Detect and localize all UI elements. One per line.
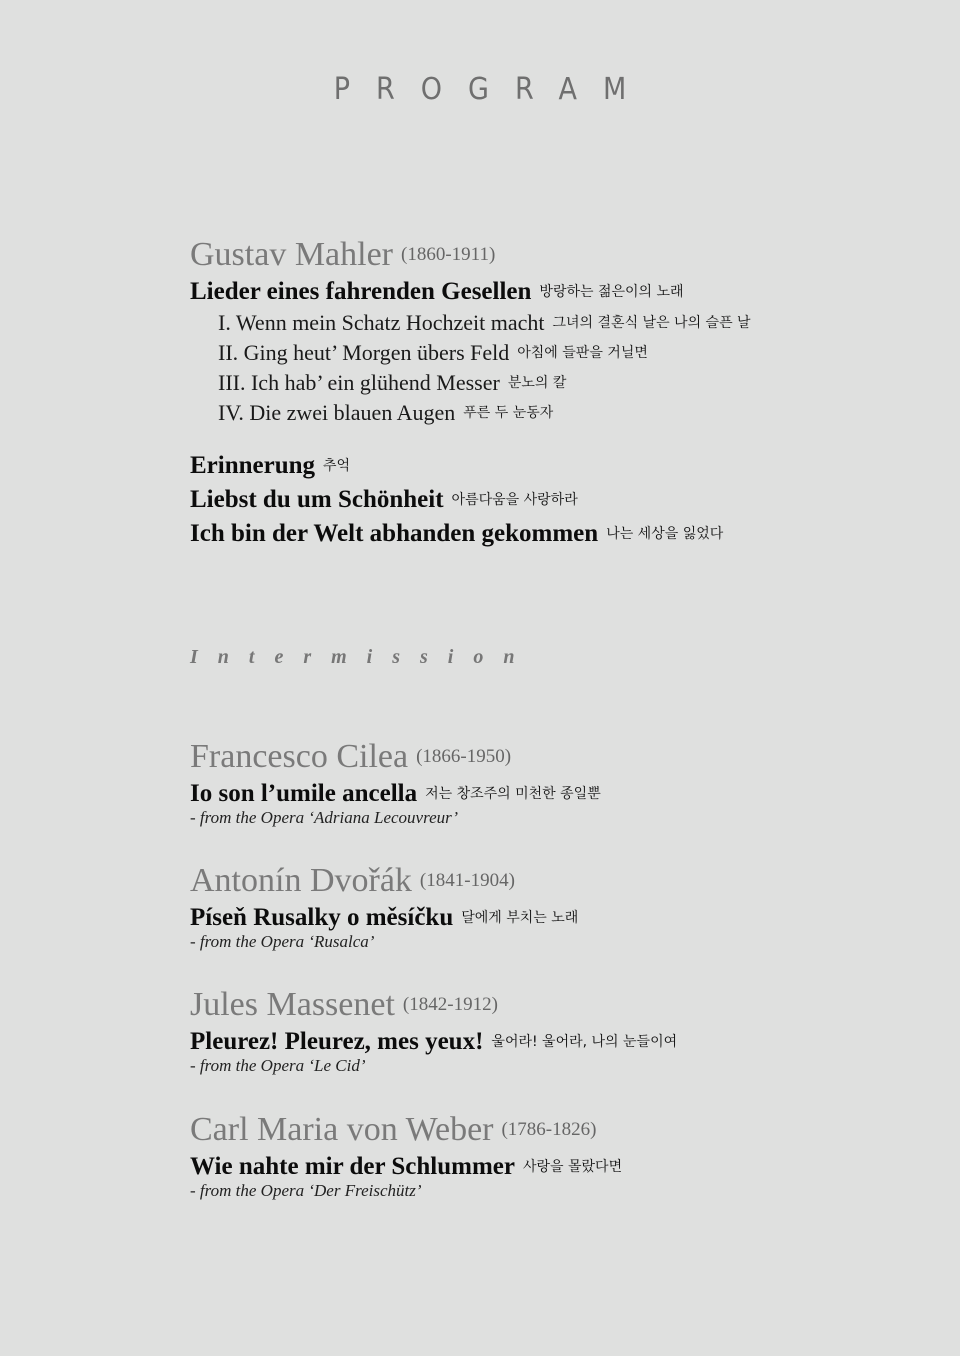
song-cycle-title: [190, 278, 890, 306]
korean-translation: 나는 세상을 잃었다: [606, 526, 724, 542]
korean-translation: 그녀의 결혼식 날은 나의 슬픈 날: [552, 315, 751, 331]
composer-name-text: Carl Maria von Weber: [190, 1111, 494, 1148]
title-text: Liebst du um Schönheit: [190, 486, 444, 513]
movement-title: II. Ging heut’ Morgen übers Feld: [218, 340, 510, 365]
korean-translation: 달에게 부치는 노래: [461, 910, 579, 926]
composer-name-text: Antonín Dvořák: [190, 862, 412, 899]
aria-title: [190, 1153, 890, 1181]
opera-source: - from the Opera ‘Le Cid’: [190, 1056, 366, 1075]
composer-block-massenet: [190, 988, 890, 1076]
program-heading: PROGRAM: [333, 72, 653, 107]
korean-translation: 푸른 두 눈동자: [463, 405, 554, 421]
korean-translation: 저는 창조주의 미천한 종일뿐: [425, 786, 601, 802]
composer-years: (1842-1912): [402, 994, 498, 1015]
song-title: [190, 452, 890, 480]
korean-translation: 아침에 들판을 거닐면: [517, 345, 648, 361]
composer-name: [190, 740, 890, 774]
movement-title: III. Ich hab’ ein glühend Messer: [218, 370, 500, 395]
intermission-label: Intermission: [190, 646, 535, 668]
aria-title: [190, 1028, 890, 1056]
opera-source: - from the Opera ‘Der Freischütz’: [190, 1181, 422, 1200]
title-text: Erinnerung: [190, 452, 316, 479]
movement-title: IV. Die zwei blauen Augen: [218, 400, 456, 425]
song-title: [190, 520, 890, 548]
korean-translation: 분노의 칼: [507, 375, 567, 391]
korean-translation: 울어라! 울어라, 나의 눈들이여: [491, 1034, 678, 1050]
title-text: Wie nahte mir der Schlummer: [190, 1153, 515, 1180]
korean-translation: 사랑을 몰랐다면: [522, 1159, 623, 1175]
composer-name: [190, 864, 890, 898]
movement-item: [218, 370, 890, 396]
movement-item: [218, 340, 890, 366]
composer-block-cilea: [190, 740, 890, 828]
title-text: Píseň Rusalky o měsíčku: [190, 904, 454, 931]
composer-name: [190, 988, 890, 1022]
title-text: Ich bin der Welt abhanden gekommen: [190, 520, 599, 547]
movement-title: I. Wenn mein Schatz Hochzeit macht: [218, 310, 545, 335]
composer-name-text: Jules Massenet: [190, 986, 395, 1023]
song-title: [190, 486, 890, 514]
title-text: Pleurez! Pleurez, mes yeux!: [190, 1028, 484, 1055]
composer-name: [190, 238, 890, 272]
aria-title: [190, 904, 890, 932]
composer-block-weber: [190, 1113, 890, 1201]
korean-translation: 방랑하는 젊은이의 노래: [539, 284, 684, 300]
composer-years: (1786-1826): [501, 1119, 597, 1140]
composer-name: [190, 1113, 890, 1147]
composer-name-text: Gustav Mahler: [190, 236, 394, 273]
movement-item: [218, 400, 890, 426]
composer-years: (1841-1904): [419, 870, 515, 891]
aria-title: [190, 780, 890, 808]
composer-name-text: Francesco Cilea: [190, 738, 409, 775]
composer-years: (1860-1911): [401, 244, 496, 265]
korean-translation: 아름다움을 사랑하라: [451, 492, 578, 508]
movement-item: [218, 310, 890, 336]
title-text: Io son l’umile ancella: [190, 780, 418, 807]
title-text: Lieder eines fahrenden Gesellen: [190, 278, 532, 305]
composer-block-mahler: [190, 238, 890, 548]
composer-block-dvorak: [190, 864, 890, 952]
opera-source: - from the Opera ‘Rusalca’: [190, 932, 375, 951]
korean-translation: 추억: [323, 458, 351, 474]
composer-years: (1866-1950): [416, 746, 512, 767]
opera-source: - from the Opera ‘Adriana Lecouvreur’: [190, 808, 459, 827]
